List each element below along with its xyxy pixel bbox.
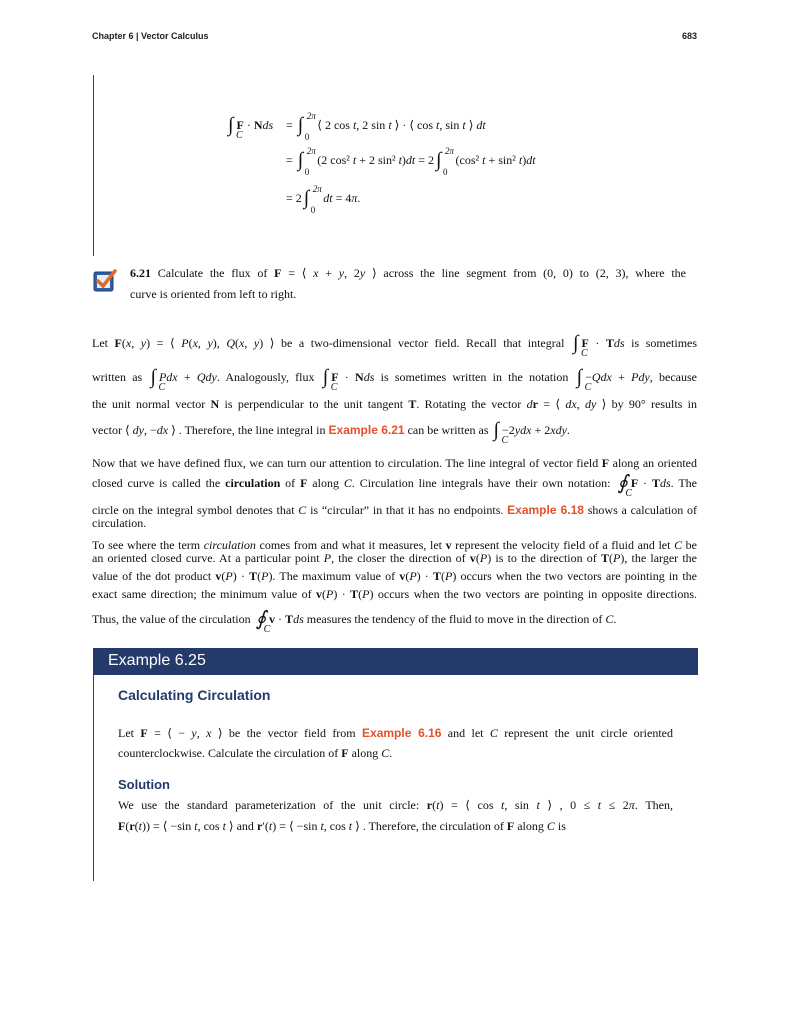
math-bold: T xyxy=(432,569,441,583)
text-run: ( xyxy=(221,569,226,583)
paragraph-line xyxy=(92,472,697,499)
integral-lower-limit: C xyxy=(236,130,243,141)
math-bold: circulation xyxy=(225,476,281,490)
text-run: = 4 xyxy=(332,191,352,205)
math-italic: x xyxy=(239,336,245,350)
text-run: an oriented closed curve. At a particular point xyxy=(92,551,324,565)
integral-icon: ∫ 0 2π xyxy=(303,184,322,215)
math-bold: v xyxy=(269,612,276,626)
text-run: ( xyxy=(609,551,614,565)
contour-integral-icon: ∮ C xyxy=(255,608,271,635)
paragraph-line xyxy=(92,608,697,635)
page-number: 683 xyxy=(681,31,697,41)
math-italic: y xyxy=(253,336,260,350)
text-run: . Then, xyxy=(634,798,674,812)
text-run: ( xyxy=(257,569,262,583)
math-italic: t xyxy=(352,153,357,167)
text-run: , because xyxy=(649,370,697,384)
math-bold: F xyxy=(140,726,148,740)
math-italic: C xyxy=(381,746,390,760)
integral-lower-limit: C xyxy=(263,624,271,635)
text-run: ⟩ and xyxy=(225,819,257,833)
text-run: , cos xyxy=(323,819,349,833)
math-italic: Qdy xyxy=(196,370,217,384)
text-run: ), the larger the xyxy=(620,551,698,565)
math-italic: y xyxy=(338,266,345,280)
integral-lower-limit: 0 xyxy=(304,167,310,177)
text-run: along xyxy=(514,819,547,833)
math-italic: t xyxy=(352,118,357,132)
example-header-bar xyxy=(93,648,698,675)
checkpoint-line xyxy=(130,266,686,280)
math-italic: P xyxy=(444,569,453,583)
text-run: curve is oriented from left to right. xyxy=(130,287,297,301)
math-bold: F xyxy=(341,746,349,760)
text-run: ( xyxy=(235,336,239,350)
text-run: , sin xyxy=(504,798,537,812)
text-run: is perpendicular to the unit tangent xyxy=(219,397,409,411)
text-run: = ⟨ xyxy=(281,266,314,280)
text-run: vector ⟨ xyxy=(92,423,133,437)
integral-lower-limit: 0 xyxy=(310,205,316,215)
math-bold: r xyxy=(256,819,263,833)
math-italic: P xyxy=(181,336,189,350)
text-run: , xyxy=(131,336,141,350)
math-bold: F xyxy=(300,476,308,490)
math-italic: circulation xyxy=(203,538,256,552)
text-run: ) = ⟨ xyxy=(146,336,182,350)
integral-lower-limit: C xyxy=(330,382,338,393)
math-italic: C xyxy=(343,476,352,490)
math-bold: 6.21 xyxy=(130,266,151,280)
text-run: of xyxy=(280,476,301,490)
text-run: + sin² xyxy=(485,153,519,167)
paragraph-line xyxy=(92,366,697,393)
math-bold: F xyxy=(601,456,610,470)
text-run: · xyxy=(275,612,286,626)
math-italic: t xyxy=(268,819,273,833)
text-run: ( xyxy=(475,551,480,565)
integral-icon: ∫ 0 2π xyxy=(297,111,316,142)
text-run: ⟨ 2 cos xyxy=(317,118,353,132)
math-bold: F xyxy=(581,336,589,350)
text-run: ( xyxy=(322,587,327,601)
math-bold: T xyxy=(601,551,610,565)
text-run: is sometimes xyxy=(624,336,698,350)
text-run: ( xyxy=(125,819,130,833)
text-run: ⟩ xyxy=(465,118,477,132)
text-run: = ⟨ xyxy=(537,397,566,411)
paragraph-line xyxy=(92,419,697,446)
integral-lower-limit: 0 xyxy=(443,167,448,177)
math-italic: x xyxy=(206,726,212,740)
text-run: = xyxy=(286,118,296,132)
math-italic: x xyxy=(313,266,319,280)
math-italic: dy xyxy=(584,397,597,411)
integral-lower-limit: 0 xyxy=(304,132,310,142)
text-run: ) = ⟨ cos xyxy=(439,798,502,812)
text-run: shows a calculation of xyxy=(583,503,698,517)
text-run: · xyxy=(588,336,606,350)
example-title: Example 6.25 xyxy=(108,652,206,669)
text-run: be xyxy=(682,538,697,552)
text-run: ) occurs when the two vectors are pointing in opposite directions. xyxy=(369,587,698,601)
example-left-rule xyxy=(93,675,94,881)
math-italic: P xyxy=(326,587,334,601)
math-bold: r xyxy=(129,819,135,833)
math-italic: t xyxy=(462,118,466,132)
text-run: Let xyxy=(118,726,141,740)
math-bold: v xyxy=(316,587,323,601)
text-run: ) ⟩ be a two-dimensional vector field. Recall that integral xyxy=(259,336,571,350)
text-run: ⟩ , 0 ≤ xyxy=(539,798,598,812)
text-run: , − xyxy=(144,423,157,437)
integral-icon: ∫ C xyxy=(572,332,588,359)
math-bold: r xyxy=(532,397,538,411)
integral-upper-limit: 2π xyxy=(306,111,316,121)
text-run: exact same direction; the minimum value of xyxy=(92,587,317,601)
math-italic: t xyxy=(501,798,505,812)
example-continuation-rule xyxy=(93,75,94,256)
text-run: ( xyxy=(440,569,445,583)
text-run: = 2 xyxy=(415,153,435,167)
paragraph-line xyxy=(92,587,697,601)
math-italic: C xyxy=(489,726,498,740)
math-italic: t xyxy=(348,819,353,833)
text-run: along xyxy=(348,746,382,760)
text-run: ⟩ by 90° results in xyxy=(596,397,697,411)
text-run: − xyxy=(585,370,592,384)
example-problem-line xyxy=(118,746,673,760)
text-run: ⟩ . Therefore, the circulation of xyxy=(352,819,507,833)
math-bold: N xyxy=(355,370,364,384)
text-run: . Circulation line integrals have their own notation: xyxy=(351,476,616,490)
paragraph-line xyxy=(92,516,697,530)
text-run: . xyxy=(613,612,617,626)
math-italic: y xyxy=(191,726,197,740)
math-italic: t xyxy=(597,798,602,812)
text-run: ) · xyxy=(333,587,351,601)
paragraph-line xyxy=(92,332,698,359)
text-run: ), xyxy=(212,336,227,350)
text-run: We use the standard parameterization of the unit circle: xyxy=(118,798,427,812)
math-italic: y xyxy=(359,266,366,280)
text-run: value of the dot product xyxy=(92,569,216,583)
text-run: ) xyxy=(401,153,406,167)
integral-icon: ∫ C xyxy=(322,366,338,393)
text-run: ( xyxy=(405,569,410,583)
text-run: , sin xyxy=(439,118,463,132)
text-run: closed curve is called the xyxy=(92,476,226,490)
integral-lower-limit: C xyxy=(501,435,509,446)
text-run: , xyxy=(196,726,207,740)
text-run: . xyxy=(357,191,361,205)
integral-icon: ∫ 0 2π xyxy=(436,146,455,177)
paragraph-line xyxy=(92,503,697,517)
text-run: represent the velocity field of a fluid and let xyxy=(451,538,675,552)
math-italic: y xyxy=(207,336,213,350)
text-run: ( xyxy=(134,819,139,833)
math-bold: N xyxy=(210,397,220,411)
math-bold: T xyxy=(285,612,294,626)
paragraph-line xyxy=(92,456,697,470)
math-italic: ds xyxy=(613,336,625,350)
math-bold: F xyxy=(236,118,244,132)
math-italic: t xyxy=(320,819,324,833)
text-run: ) = ⟨ −sin xyxy=(272,819,321,833)
text-run: + xyxy=(177,370,197,384)
math-italic: t xyxy=(222,819,226,833)
paragraph-line xyxy=(92,551,697,565)
example-problem-line xyxy=(118,726,673,740)
solution-line xyxy=(118,819,673,833)
math-bold: v xyxy=(445,538,452,552)
text-run: counterclockwise. Calculate the circulation of xyxy=(118,746,342,760)
text-run: ⟩ be the vector field from xyxy=(211,726,363,740)
text-run: , 2 sin xyxy=(356,118,389,132)
math-italic: t xyxy=(398,153,402,167)
text-run: comes from and what it measures, let xyxy=(255,538,446,552)
checkpoint-check-icon xyxy=(93,268,117,292)
math-bold: F xyxy=(274,266,282,280)
integral-lower-limit: C xyxy=(584,382,592,393)
math-bold: T xyxy=(408,397,417,411)
math-italic: ds xyxy=(262,118,274,132)
text-run: along xyxy=(307,476,344,490)
text-run: , the closer the direction of xyxy=(331,551,470,565)
math-bold: F xyxy=(331,370,339,384)
text-run: ). The maximum value of xyxy=(268,569,400,583)
text-run: can be written as xyxy=(404,423,492,437)
math-bold: F xyxy=(506,819,515,833)
chapter-header: Chapter 6 | Vector Calculus xyxy=(92,31,209,41)
text-run: Now that we have defined flux, we can turn our attention to circulation. The line integral of vector field xyxy=(92,456,602,470)
text-run: the unit normal vector xyxy=(92,397,211,411)
text-run: is “circular” in that it has no endpoints. xyxy=(306,503,508,517)
text-run: + xyxy=(318,266,339,280)
math-bold: T xyxy=(350,587,359,601)
text-run: is xyxy=(554,819,566,833)
text-run: ) · xyxy=(416,569,433,583)
text-run: circulation. xyxy=(92,516,147,530)
math-italic: y xyxy=(140,336,147,350)
math-italic: ds xyxy=(659,476,671,490)
math-bold: v xyxy=(399,569,406,583)
math-italic: x xyxy=(125,336,132,350)
math-italic: C xyxy=(298,503,307,517)
text-run: ⟩ . Therefore, the line integral in xyxy=(168,423,329,437)
text-run: ( xyxy=(121,336,126,350)
math-italic: dt xyxy=(476,118,486,132)
text-run: = ⟨ − xyxy=(147,726,192,740)
math-italic: ds xyxy=(293,612,304,626)
math-italic: x xyxy=(192,336,198,350)
math-italic: dt xyxy=(405,153,416,167)
math-italic: π xyxy=(628,798,635,812)
math-italic: Q xyxy=(226,336,235,350)
math-bold: F xyxy=(114,336,122,350)
math-bold: r xyxy=(426,798,433,812)
text-run: ( xyxy=(358,587,363,601)
text-run: ′( xyxy=(262,819,269,833)
paragraph-line xyxy=(92,569,697,583)
text-run: Let xyxy=(92,336,115,350)
text-run: ) xyxy=(522,153,527,167)
text-run: −2 xyxy=(502,423,515,437)
math-italic: dy xyxy=(132,423,144,437)
math-italic: C xyxy=(605,612,614,626)
integral-icon: ∫ C xyxy=(150,366,166,393)
text-run: , cos xyxy=(197,819,223,833)
math-italic: t xyxy=(482,153,486,167)
math-italic: C xyxy=(674,538,683,552)
text-run: = 2 xyxy=(286,191,302,205)
text-run: + xyxy=(611,370,632,384)
math-bold: T xyxy=(605,336,614,350)
math-bold: F xyxy=(630,476,639,490)
text-run: and let xyxy=(441,726,490,740)
math-italic: xdy xyxy=(550,423,567,437)
text-run: . Rotating the vector xyxy=(416,397,527,411)
example-link[interactable]: Example 6.18 xyxy=(507,503,584,517)
math-italic: dt xyxy=(323,191,333,205)
text-run: ≤ 2 xyxy=(601,798,629,812)
math-italic: P xyxy=(409,569,417,583)
math-italic: Qdx xyxy=(591,370,612,384)
text-run: (cos² xyxy=(455,153,483,167)
math-bold: v xyxy=(215,569,222,583)
math-italic: Pdx xyxy=(158,370,178,384)
text-run: . xyxy=(389,746,393,760)
text-run: To see where the term xyxy=(92,538,204,552)
math-italic: dx xyxy=(565,397,577,411)
paragraph-line xyxy=(92,538,697,552)
example-link[interactable]: Example 6.16 xyxy=(362,726,442,740)
equation-row xyxy=(286,111,486,142)
example-subtitle: Calculating Circulation xyxy=(118,687,271,703)
math-bold: F xyxy=(118,819,126,833)
math-italic: Pdy xyxy=(631,370,650,384)
text-run: , 2 xyxy=(344,266,360,280)
math-italic: t xyxy=(436,118,440,132)
math-italic: P xyxy=(225,569,233,583)
text-run: ) · xyxy=(232,569,250,583)
math-italic: P xyxy=(323,551,332,565)
text-run: written as xyxy=(92,370,149,384)
text-run: (2 cos² xyxy=(317,153,353,167)
math-italic: t xyxy=(536,798,540,812)
text-run: , xyxy=(576,397,585,411)
integral-lower-limit: C xyxy=(625,488,633,499)
text-run: , xyxy=(197,336,208,350)
text-run: along an oriented xyxy=(609,456,697,470)
math-italic: ydx xyxy=(514,423,532,437)
text-run: ) occurs when the two vectors are pointing in the xyxy=(452,569,697,583)
math-italic: P xyxy=(261,569,269,583)
math-italic: dt xyxy=(526,153,536,167)
integral-upper-limit: 2π xyxy=(312,184,322,194)
text-run: Thus, the value of the circulation xyxy=(92,612,254,626)
math-italic: t xyxy=(138,819,143,833)
math-italic: t xyxy=(518,153,523,167)
math-italic: C xyxy=(546,819,555,833)
checkpoint-line xyxy=(130,287,686,301)
solution-line xyxy=(118,798,673,812)
text-run: = xyxy=(286,153,296,167)
math-italic: t xyxy=(436,798,440,812)
text-run: . Analogously, flux xyxy=(216,370,321,384)
text-run: · xyxy=(638,476,652,490)
text-run: ( xyxy=(188,336,193,350)
text-run: ⟩ across the line segment from (0, 0) to (2, 3), where the xyxy=(365,266,687,280)
math-italic: P xyxy=(613,551,621,565)
math-italic: t xyxy=(388,118,392,132)
math-italic: π xyxy=(351,191,358,205)
math-italic: ds xyxy=(363,370,375,384)
example-link[interactable]: Example 6.21 xyxy=(328,423,405,437)
math-bold: T xyxy=(249,569,258,583)
equation-lhs xyxy=(226,114,274,141)
text-run: · xyxy=(338,370,356,384)
integral-icon: ∫ C xyxy=(228,114,243,141)
integral-icon: ∫ C xyxy=(493,419,509,446)
text-run: circle on the integral symbol denotes that xyxy=(92,503,299,517)
paragraph-line xyxy=(92,397,697,411)
integral-upper-limit: 2π xyxy=(306,146,316,156)
math-bold: v xyxy=(469,551,476,565)
solution-heading: Solution xyxy=(118,777,170,792)
math-italic: dx xyxy=(156,423,169,437)
integral-icon: ∫ 0 2π xyxy=(297,146,316,177)
integral-lower-limit: C xyxy=(158,382,166,393)
text-run: . xyxy=(566,423,570,437)
integral-upper-limit: 2π xyxy=(445,146,455,156)
text-run: , xyxy=(244,336,254,350)
text-run: . The xyxy=(670,476,697,490)
text-run: ( xyxy=(432,798,437,812)
text-run: Calculate the flux of xyxy=(151,266,275,280)
text-run: ⟩ · ⟨ cos xyxy=(391,118,437,132)
math-bold: N xyxy=(253,118,263,132)
text-run: measures the tendency of the fluid to move in the direction of xyxy=(303,612,606,626)
text-run: represent the unit circle oriented xyxy=(497,726,674,740)
text-run: )) = ⟨ −sin xyxy=(142,819,195,833)
equation-row xyxy=(286,184,361,215)
integral-lower-limit: C xyxy=(580,348,588,359)
math-italic: t xyxy=(194,819,198,833)
math-italic: P xyxy=(362,587,370,601)
text-run: is sometimes written in the notation xyxy=(374,370,575,384)
equation-row xyxy=(286,146,536,177)
math-italic: d xyxy=(526,397,533,411)
text-run: ) is to the direction of xyxy=(487,551,601,565)
math-italic: P xyxy=(479,551,488,565)
integral-icon: ∫ C xyxy=(576,366,592,393)
math-bold: T xyxy=(651,476,660,490)
text-run: + 2 xyxy=(531,423,551,437)
text-run: + 2 sin² xyxy=(356,153,399,167)
contour-integral-icon: ∮ C xyxy=(617,472,633,499)
text-run: · xyxy=(243,118,254,132)
